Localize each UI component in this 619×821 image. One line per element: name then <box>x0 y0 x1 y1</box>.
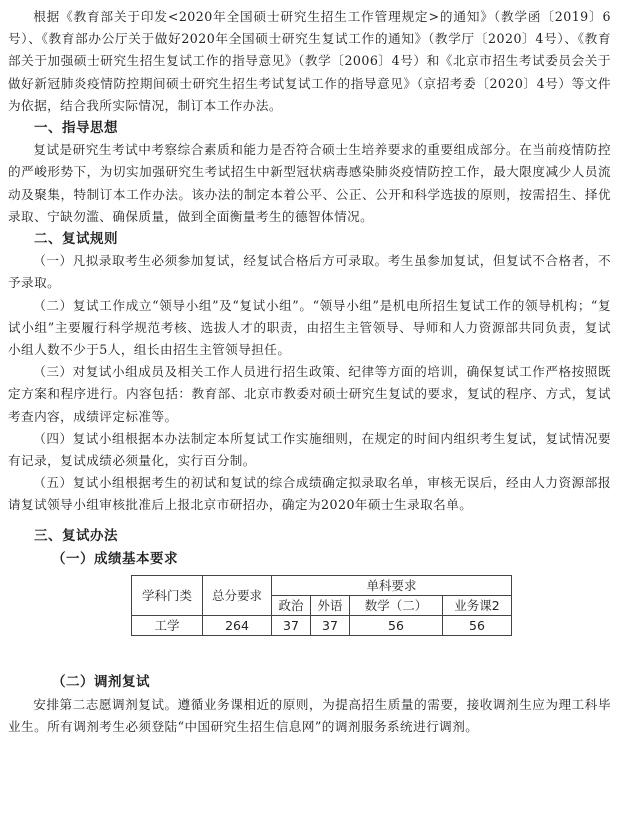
subheading-score-requirements: （一）成绩基本要求 <box>52 550 178 567</box>
guiding-thought-paragraph: 复试是研究生考试中考察综合素质和能力是否符合硕士生培养要求的重要组成部分。在当前疫情防控的严峻形势下，为切实加强研究生考试招生中新型冠状病毒感染肺炎疫情防控工作，最大限度减少人员流动及聚集，特制订本工作办法。该办法的制定本着公平、公正、公开和科学选拔的原则，按需招生、择优录取、宁缺勿滥、确保质量，做到全面衡量考生的德智体情况。 <box>8 142 611 224</box>
header-single-subject: 单科要求 <box>272 575 512 595</box>
cell-major-course: 56 <box>443 615 512 635</box>
header-major-course: 业务课2 <box>443 595 512 615</box>
rule-paragraph-4: （四）复试小组根据本办法制定本所复试工作实施细则，在规定的时间内组织考生复试，复试情况要有记录，复试成绩必须量化，实行百分制。 <box>8 430 611 469</box>
rule-paragraph-3: （三）对复试小组成员及相关工作人员进行招生政策、纪律等方面的培训，确保复试工作严格按照既定方案和程序进行。内容包括：教育部、北京市教委对硕士研究生复试的要求，复试的程序、方式，复试考查内容，成绩评定标准等。 <box>8 364 611 424</box>
cell-politics: 37 <box>272 615 311 635</box>
intro-paragraph: 根据《教育部关于印发<2020年全国硕士研究生招生工作管理规定>的通知》（教学函〔2019〕6号）、《教育部办公厅关于做好2020年全国硕士研究生复试工作的通知》（教学厅〔2020〕4号）、《教育部关于加强硕士研究生招生复试工作的指导意见》（教学〔2006〕4号）和《北京市招生考试委员会关于做好新冠肺炎疫情防控期间硕士研究生招生考试复试工作的指导意见》（京招考委〔2020〕4号）等文件为依据，结合我所实际情况，制订本工作办法。 <box>8 9 611 113</box>
cell-category: 工学 <box>132 615 203 635</box>
header-total: 总分要求 <box>203 575 272 615</box>
header-politics: 政治 <box>272 595 311 615</box>
header-category: 学科门类 <box>132 575 203 615</box>
rule-paragraph-1: （一）凡拟录取考生必须参加复试，经复试合格后方可录取。考生虽参加复试，但复试不合格者，不予录取。 <box>8 253 611 291</box>
cell-math: 56 <box>350 615 443 635</box>
adjustment-paragraph: 安排第二志愿调剂复试。遵循业务课相近的原则，为提高招生质量的需要，接收调剂生应为理工科毕业生。所有调剂考生必须登陆“中国研究生招生信息网”的调剂服务系统进行调剂。 <box>8 696 611 735</box>
header-math: 数学（二） <box>350 595 443 615</box>
rule-paragraph-2: （二）复试工作成立“领导小组”及“复试小组”。“领导小组”是机电所招生复试工作的领导机构；“复试小组”主要履行科学规范考核、选拔人才的职责，由招生主管领导、导师和人力资源部共同负责，复试小组人数不少于5人，组长由招生主管领导担任。 <box>8 297 611 358</box>
table-header-row <box>132 575 512 595</box>
subheading-adjustment-retest: （二）调剂复试 <box>52 673 150 690</box>
cell-foreign-language: 37 <box>311 615 350 635</box>
header-foreign-language: 外语 <box>311 595 350 615</box>
section-heading-retest-methods: 三、复试办法 <box>34 527 118 544</box>
rule-paragraph-5: （五）复试小组根据考生的初试和复试的综合成绩确定拟录取名单，审核无误后，经由人力资源部报请复试领导小组审核批准后上报北京市研招办，确定为2020年硕士生录取名单。 <box>8 475 611 513</box>
cell-total: 264 <box>203 615 272 635</box>
section-heading-guiding-thought: 一、指导思想 <box>34 120 118 137</box>
table-row <box>132 615 512 635</box>
score-requirements-table <box>131 575 512 636</box>
section-heading-retest-rules: 二、复试规则 <box>34 231 118 248</box>
